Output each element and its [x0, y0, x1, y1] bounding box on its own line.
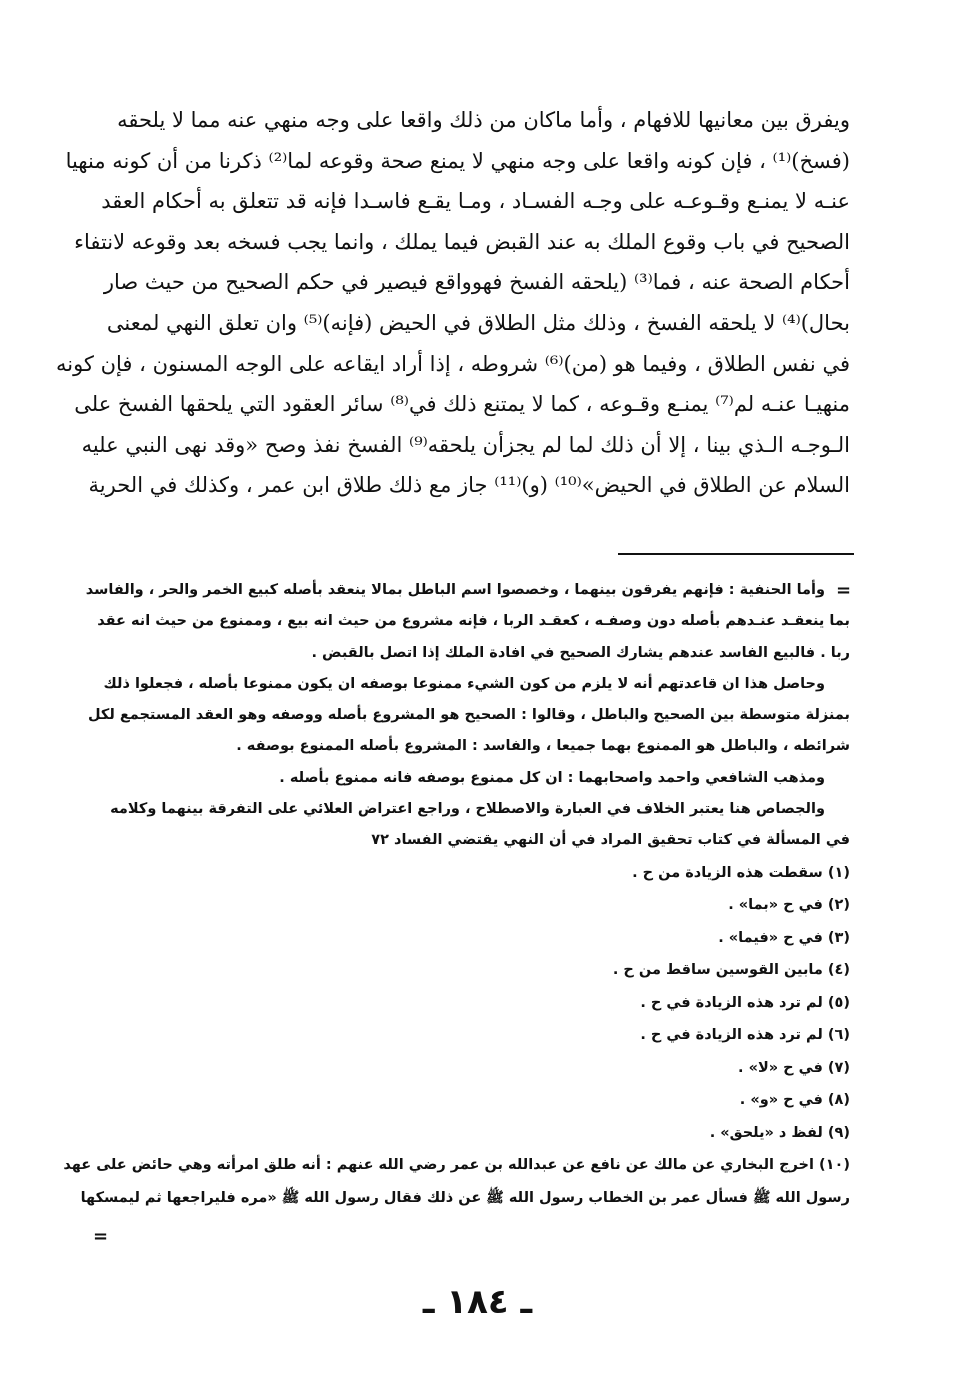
main-text-line: أحكام الصحة عنه ، فما⁽³⁾ (يلحقه الفسخ فهوواقع فيصير في حكم الصحيح من حيث صار [103, 270, 850, 295]
continued-note-line: بمنزلة متوسطة بين الصحيح والباطل ، وقالوا : الصحيح هو المشروع بأصله ووصفه وهو العقد المستجمع لكل [87, 707, 850, 724]
continued-note-line: ربا . فالبيع الفاسد عندهم يشارك الصحيح في افادة الملك إذا اتصل بالقبض . [311, 644, 850, 661]
footnote-item: (٣) في ح «فيما» . [718, 929, 850, 946]
continued-note-line: شرائطه ، والباطل هو الممنوع بهما جميعا ، والفاسد : المشروع بأصله الممنوع بوصفه . [236, 738, 850, 755]
continued-note [85, 575, 850, 857]
footnote-item: (٢) في ح «بما» . [728, 897, 850, 914]
main-text-line: ويفرق بين معانيها للافهام ، وأما ماكان من ذلك واقعا على وجه منهي عنه مما لا يلحقه [117, 108, 850, 132]
footnotes-section [63, 575, 850, 1214]
main-text-line: الصحيح في باب وقوع الملك به عند القبض فيما يملك ، وانما يجب فسخه بعد وقوعه لانتفاء [74, 229, 850, 254]
continued-note-line: في المسألة في كتاب تحقيق المراد في أن النهي يقتضي الفساد ٧٢ [371, 832, 850, 849]
footnote-item: (٥) لم ترد هذه الزيادة في ح . [640, 994, 850, 1011]
footnote-10-line: رسول الله ﷺ فسأل عمر بن الخطاب رسول الله ﷺ عن ذلك فقال رسول الله ﷺ «مره فليراجعها ثم ليمسكها [80, 1189, 850, 1206]
continued-note-line: وأما الحنفية : فإنهم يفرقون بينهما ، وخصصوا اسم الباطل بمالا ينعقد بأصله كبيع الخمر والحر ، والفاسد [85, 582, 825, 598]
main-text-line: منهيـا عنـه لم⁽⁷⁾ يمنـع وقـوعه ، كما لا يمتنع ذلك في⁽⁸⁾ سائر العقود التي يلحقها الفسخ على [74, 392, 850, 417]
footnote-item: (١) سقطت هذه الزيادة من ح . [632, 864, 850, 881]
footnote-item: (٨) في ح «و» . [739, 1092, 850, 1109]
main-text-line: بحال)⁽⁴⁾ لا يلحقه الفسخ ، وذلك مثل الطلاق في الحيض (فإنه)⁽⁵⁾ وان تعلق النهي لمعنى [106, 310, 850, 335]
main-text-line: الـوجـه الـذي بينا ، إلا أن ذلك لما لم يجزأن يلحقه⁽⁹⁾ الفسخ نفذ وصح «وقد نهى النبي عليه [81, 432, 850, 457]
footnote-10-line: (١٠) اخرج البخاري عن مالك عن نافع عن عبدالله بن عمر رضي الله عنهم : أنه طلق امرأته وهي حائض على عهد [63, 1157, 850, 1174]
continued-note-line: بما ينعقـد عنـدهم بأصله دون وصفـه ، كعقـد الربا ، فإنه مشروع من حيث انه بيع ، وممنوع من حيث انه عقد [97, 613, 850, 630]
main-text-line: السلام عن الطلاق في الحيض»⁽¹⁰⁾ (و)⁽¹¹⁾ جاز مع ذلك طلاق ابن عمر ، وكذلك في الحرية [88, 473, 850, 498]
continuation-mark-bottom: = [93, 1226, 109, 1247]
main-text [55, 100, 850, 506]
page-number: ـ ١٨٤ ـ [422, 1282, 533, 1322]
continued-note-line: وحاصل هذا ان قاعدتهم أنه لا يلزم من كون الشيء ممنوعا بوصفه ان يكون ممنوعا بأصله ، فجعلوا ذلك [103, 675, 825, 692]
main-text-line: في نفس الطلاق ، وفيما هو (من)⁽⁶⁾ شروطه ، إذا أراد ايقاعه على الوجه المسنون ، فإن كونه [55, 351, 850, 376]
footnote-item: (٧) في ح «لا» . [738, 1059, 850, 1076]
footnote-item: (٦) لم ترد هذه الزيادة في ح . [640, 1027, 850, 1044]
continued-note-line: ومذهب الشافعي واحمد واصحابهما : ان كل ممنوع بوصفه فانه ممنوع بأصله . [279, 769, 825, 786]
main-text-line: (فسخ)⁽¹⁾ ، فإن كونه واقعا على وجه منهي لا يمنع صحة وقوعه لما⁽²⁾ ذكرنا من أن كونه منهيا [65, 148, 850, 173]
continued-note-line: والجصاص هنا يعتبر الخلاف في العبارة والاصطلاح ، وراجع اعتراض العلائي على التفرقة بينهما وكلامه [110, 801, 825, 818]
footnote-separator [618, 553, 854, 555]
main-text-line: عنـه لا يمنـع وقـوعـه على وجـه الفسـاد ، ومـا يقـع فاسـدا فإنه قد تتعلق به أحكام العقد [101, 189, 850, 214]
continuation-mark-top: = [836, 580, 852, 601]
footnote-item: (٩) لفظ د «يلحق» . [709, 1124, 850, 1141]
footnote-item: (٤) مابين القوسين ساقط من ح . [612, 962, 850, 979]
footnote-list [63, 857, 850, 1215]
